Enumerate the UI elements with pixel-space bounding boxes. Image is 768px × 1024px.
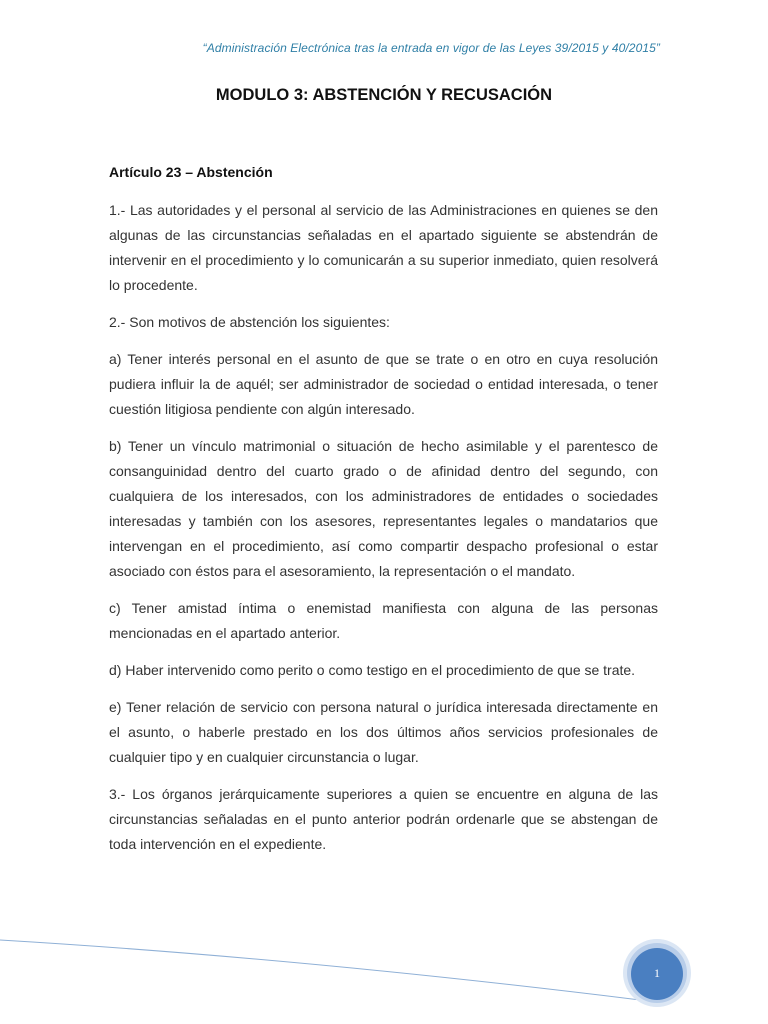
paragraph-3: 3.- Los órganos jerárquicamente superiores a quien se encuentre en alguna de las circunstancias señaladas en el punto anterior podrán ordenarle que se abstengan de toda intervención en el expediente. — [109, 786, 658, 852]
paragraph-2: 2.- Son motivos de abstención los siguientes: — [109, 314, 390, 330]
running-header: “Administración Electrónica tras la entrada en vigor de las Leyes 39/2015 y 40/2015” — [202, 41, 660, 55]
paragraph-b: b) Tener un vínculo matrimonial o situación de hecho asimilable y el parentesco de consanguinidad dentro del cuarto grado o de afinidad dentro del segundo, con cualquiera de los interesados, con los administradores de entidades o sociedades interesadas y también con los asesores, representantes legales o mandatarios que intervengan en el procedimiento, así como compartir despacho profesional o estar asociado con éstos para el asesoramiento, la representación o el mandato. — [109, 438, 658, 579]
module-title: MODULO 3: ABSTENCIÓN Y RECUSACIÓN — [215, 86, 553, 104]
page-number: 1 — [654, 966, 660, 980]
article-heading: Artículo 23 – Abstención — [109, 164, 273, 180]
paragraph-d: d) Haber intervenido como perito o como testigo en el procedimiento de que se trate. — [109, 662, 636, 678]
paragraph-c: c) Tener amistad íntima o enemistad manifiesta con alguna de las personas mencionadas en el apartado anterior. — [109, 600, 658, 641]
paragraph-1: 1.- Las autoridades y el personal al servicio de las Administraciones en quienes se den algunas de las circunstancias señaladas en el apartado siguiente se abstendrán de intervenir en el procedimiento y lo comunicarán a su superior inmediato, quien resolverá lo procedente. — [109, 202, 658, 293]
article-body — [109, 198, 658, 869]
paragraph-e: e) Tener relación de servicio con persona natural o jurídica interesada directamente en el asunto, o haberle prestado en los dos últimos años servicios profesionales de cualquier tipo y en cualquier circunstancia o lugar. — [109, 699, 658, 765]
paragraph-a: a) Tener interés personal en el asunto de que se trate o en otro en cuya resolución pudiera influir la de aquél; ser administrador de sociedad o entidad interesada, o tener cuestión litigiosa pendiente con algún interesado. — [109, 351, 658, 417]
